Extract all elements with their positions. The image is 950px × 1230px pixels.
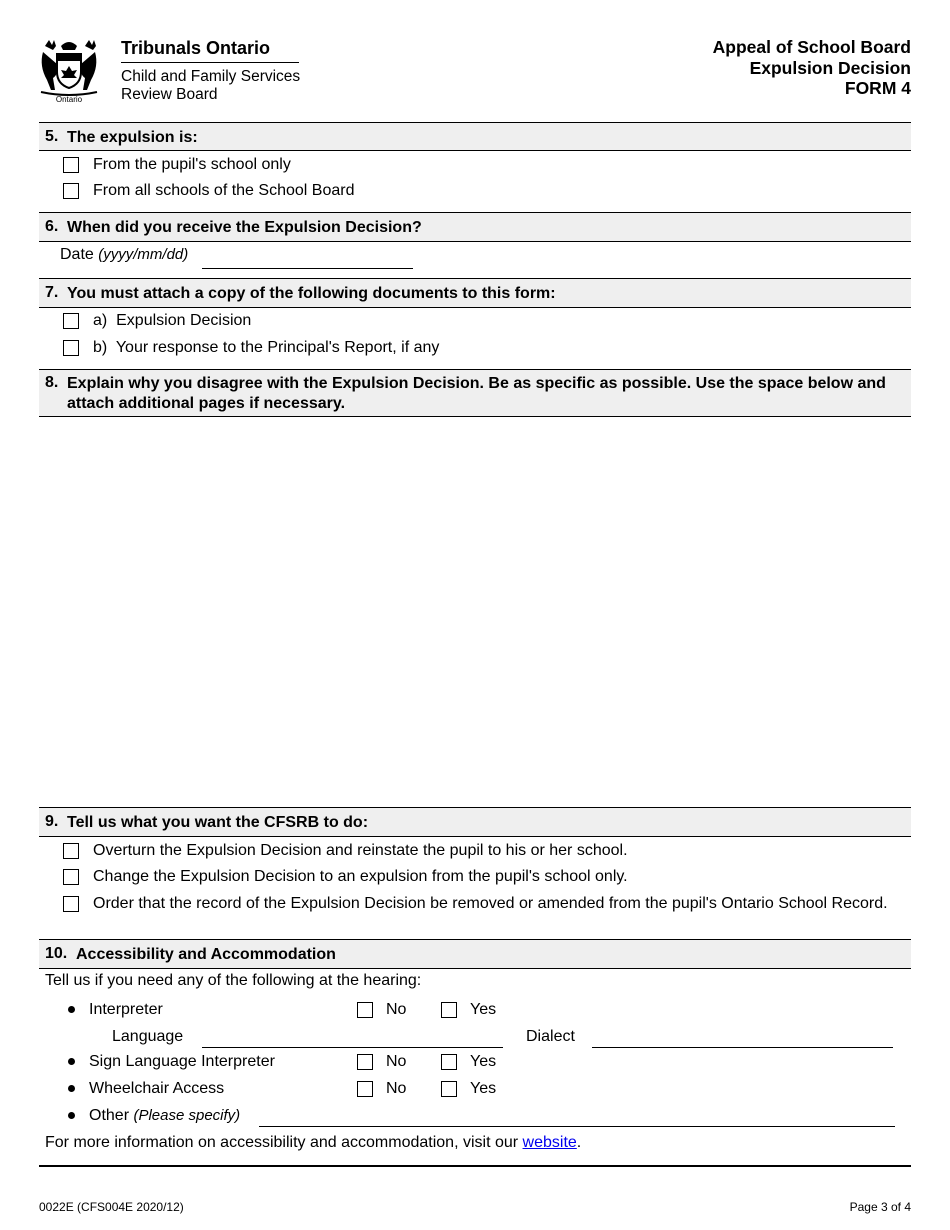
page-number: Page 3 of 4	[849, 1200, 911, 1214]
org-divider	[121, 62, 299, 63]
document-item	[93, 312, 251, 330]
section-10-header	[39, 939, 911, 969]
bullet-icon	[68, 1112, 75, 1119]
language-label: Language	[112, 1028, 184, 1045]
option-label: From all schools of the School Board	[93, 182, 355, 199]
section-number: 8.	[45, 374, 59, 391]
section-number: 10.	[45, 945, 68, 962]
section-title: Accessibility and Accommodation	[76, 946, 336, 963]
no-label: No	[386, 1001, 407, 1018]
option-label: Order that the record of the Expulsion Decision be removed or amended from the pupil's Ontario School Record.	[93, 895, 888, 912]
item-letter: a)	[93, 312, 108, 329]
more-info-line	[45, 1134, 581, 1152]
dialect-label: Dialect	[526, 1028, 575, 1045]
bullet-icon	[68, 1006, 75, 1013]
website-link[interactable]: website	[522, 1134, 577, 1151]
accessibility-intro: Tell us if you need any of the following at the hearing:	[45, 972, 422, 989]
org-name: Tribunals Ontario	[121, 38, 271, 58]
dialect-input[interactable]	[592, 1047, 893, 1048]
section-title: You must attach a copy of the following documents to this form:	[67, 285, 556, 302]
expulsion-school-only-checkbox[interactable]	[63, 157, 79, 173]
bullet-icon	[68, 1085, 75, 1092]
remove-record-checkbox[interactable]	[63, 896, 79, 912]
section-number: 6.	[45, 218, 59, 235]
form-title	[713, 37, 911, 99]
document-item	[93, 339, 439, 357]
overturn-decision-checkbox[interactable]	[63, 843, 79, 859]
org-sub-line1: Child and Family Services	[121, 68, 301, 85]
sign-language-yes-checkbox[interactable]	[441, 1054, 457, 1070]
no-label: No	[386, 1080, 407, 1097]
ontario-coat-of-arms-logo	[37, 38, 101, 104]
option-label: Overturn the Expulsion Decision and reinstate the pupil to his or her school.	[93, 842, 628, 859]
section-title: The expulsion is:	[67, 129, 198, 146]
bottom-divider	[39, 1165, 911, 1167]
date-format-hint: (yyyy/mm/dd)	[98, 246, 189, 263]
section-number: 9.	[45, 813, 59, 830]
title-line1: Appeal of School Board	[712, 37, 911, 57]
yes-label: Yes	[470, 1053, 497, 1070]
change-decision-checkbox[interactable]	[63, 869, 79, 885]
section-6-header	[39, 212, 911, 242]
date-label	[60, 246, 188, 264]
title-line3: FORM 4	[844, 78, 911, 98]
other-input[interactable]	[259, 1126, 895, 1127]
expulsion-all-schools-checkbox[interactable]	[63, 183, 79, 199]
item-text: Your response to the Principal's Report, if any	[115, 339, 440, 356]
more-info-text: For more information on accessibility and accommodation, visit our	[45, 1134, 519, 1151]
section-title: When did you receive the Expulsion Decision?	[67, 219, 422, 236]
interpreter-label: Interpreter	[89, 1001, 163, 1018]
section-title: Explain why you disagree with the Expulsion Decision. Be as specific as possible. Use the space below and attach additional pages if necessary.	[67, 375, 886, 412]
wheelchair-yes-checkbox[interactable]	[441, 1081, 457, 1097]
org-sub-line2: Review Board	[121, 86, 218, 103]
interpreter-yes-checkbox[interactable]	[441, 1002, 457, 1018]
yes-label: Yes	[470, 1080, 497, 1097]
date-label-text: Date	[60, 246, 94, 263]
explanation-textarea[interactable]	[39, 417, 911, 807]
section-number: 7.	[45, 284, 59, 301]
language-input[interactable]	[202, 1047, 503, 1048]
section-number: 5.	[45, 128, 59, 145]
section-9-header	[39, 807, 911, 837]
wheelchair-no-checkbox[interactable]	[357, 1081, 373, 1097]
org-subtitle	[121, 68, 300, 104]
date-input[interactable]	[202, 268, 413, 269]
section-7-header	[39, 278, 911, 308]
logo-caption: Ontario	[55, 95, 83, 104]
interpreter-no-checkbox[interactable]	[357, 1002, 373, 1018]
option-label: Change the Expulsion Decision to an expulsion from the pupil's school only.	[93, 868, 628, 885]
no-label: No	[386, 1053, 407, 1070]
attach-principal-response-checkbox[interactable]	[63, 340, 79, 356]
other-label-text: Other	[89, 1107, 130, 1124]
other-label	[89, 1107, 240, 1125]
section-title: Tell us what you want the CFSRB to do:	[67, 814, 369, 831]
form-code: 0022E (CFS004E 2020/12)	[39, 1200, 184, 1214]
bullet-icon	[68, 1058, 75, 1065]
other-hint: (Please specify)	[133, 1107, 241, 1124]
title-line2: Expulsion Decision	[749, 57, 911, 78]
sign-language-no-checkbox[interactable]	[357, 1054, 373, 1070]
option-label: From the pupil's school only	[93, 156, 291, 173]
sign-language-label: Sign Language Interpreter	[89, 1053, 275, 1070]
yes-label: Yes	[470, 1001, 497, 1018]
attach-expulsion-decision-checkbox[interactable]	[63, 313, 79, 329]
period: .	[576, 1134, 582, 1151]
section-5-header	[39, 122, 911, 151]
section-8-header	[39, 369, 911, 417]
wheelchair-label: Wheelchair Access	[89, 1080, 225, 1097]
item-letter: b)	[93, 339, 108, 356]
item-text: Expulsion Decision	[116, 312, 252, 329]
